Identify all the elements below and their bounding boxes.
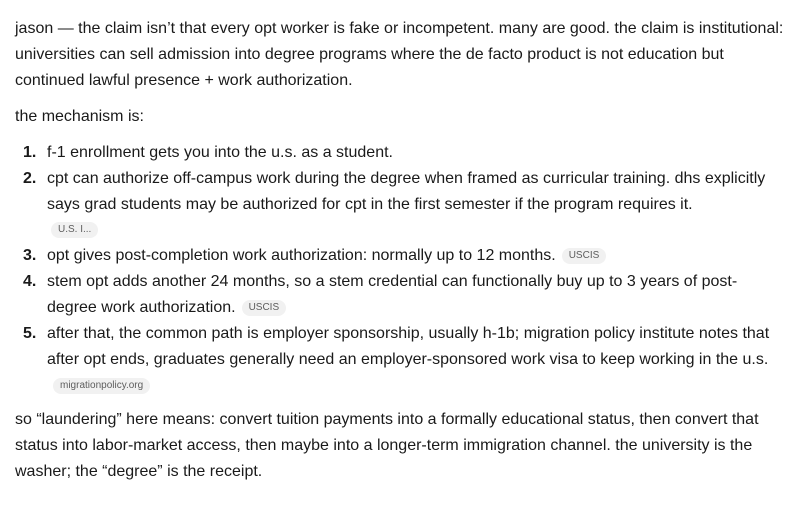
list-item-text: cpt can authorize off-campus work during the degree when framed as curricular training. dhs explicitly says grad students may be authorized for cpt in the first semester if the program requires it.: [47, 170, 766, 213]
list-item-text: opt gives post-completion work authorization: normally up to 12 months.: [47, 247, 556, 264]
citation-chip[interactable]: USCIS: [242, 300, 287, 316]
list-item: [15, 243, 786, 269]
list-item-number: 5.: [23, 325, 37, 342]
mechanism-list: [15, 140, 786, 399]
list-item: [15, 140, 786, 166]
list-item-text: after that, the common path is employer sponsorship, usually h-1b; migration policy institute notes that after opt ends, graduates generally need an employer-sponsored work visa to keep working in the u.s.: [47, 325, 770, 368]
citation-chip[interactable]: migrationpolicy.org: [53, 378, 150, 394]
list-item-number: 1.: [23, 144, 37, 161]
citation-chip[interactable]: U.S. I...: [51, 222, 98, 238]
mechanism-heading: the mechanism is:: [15, 108, 144, 125]
citation-chip[interactable]: USCIS: [562, 248, 607, 264]
list-item-number: 3.: [23, 247, 37, 264]
list-item-number: 2.: [23, 170, 37, 187]
list-item-number: 4.: [23, 273, 37, 290]
list-item: [15, 321, 786, 399]
list-item-text: f-1 enrollment gets you into the u.s. as a student.: [47, 144, 393, 161]
intro-paragraph: jason — the claim isn’t that every opt worker is fake or incompetent. many are good. the claim is institutional: universities can sell admission into degree programs where the de facto product is not education but continued lawful presence + work authorization.: [15, 20, 784, 89]
list-item-text: stem opt adds another 24 months, so a stem credential can functionally buy up to 3 years of post-degree work authorization.: [47, 273, 738, 316]
conclusion-paragraph: so “laundering” here means: convert tuition payments into a formally educational status, then convert that status into labor-market access, then maybe into a longer-term immigration channel. the university is the washer; the “degree” is the receipt.: [15, 411, 759, 480]
list-item: [15, 166, 786, 240]
list-item: [15, 269, 786, 321]
